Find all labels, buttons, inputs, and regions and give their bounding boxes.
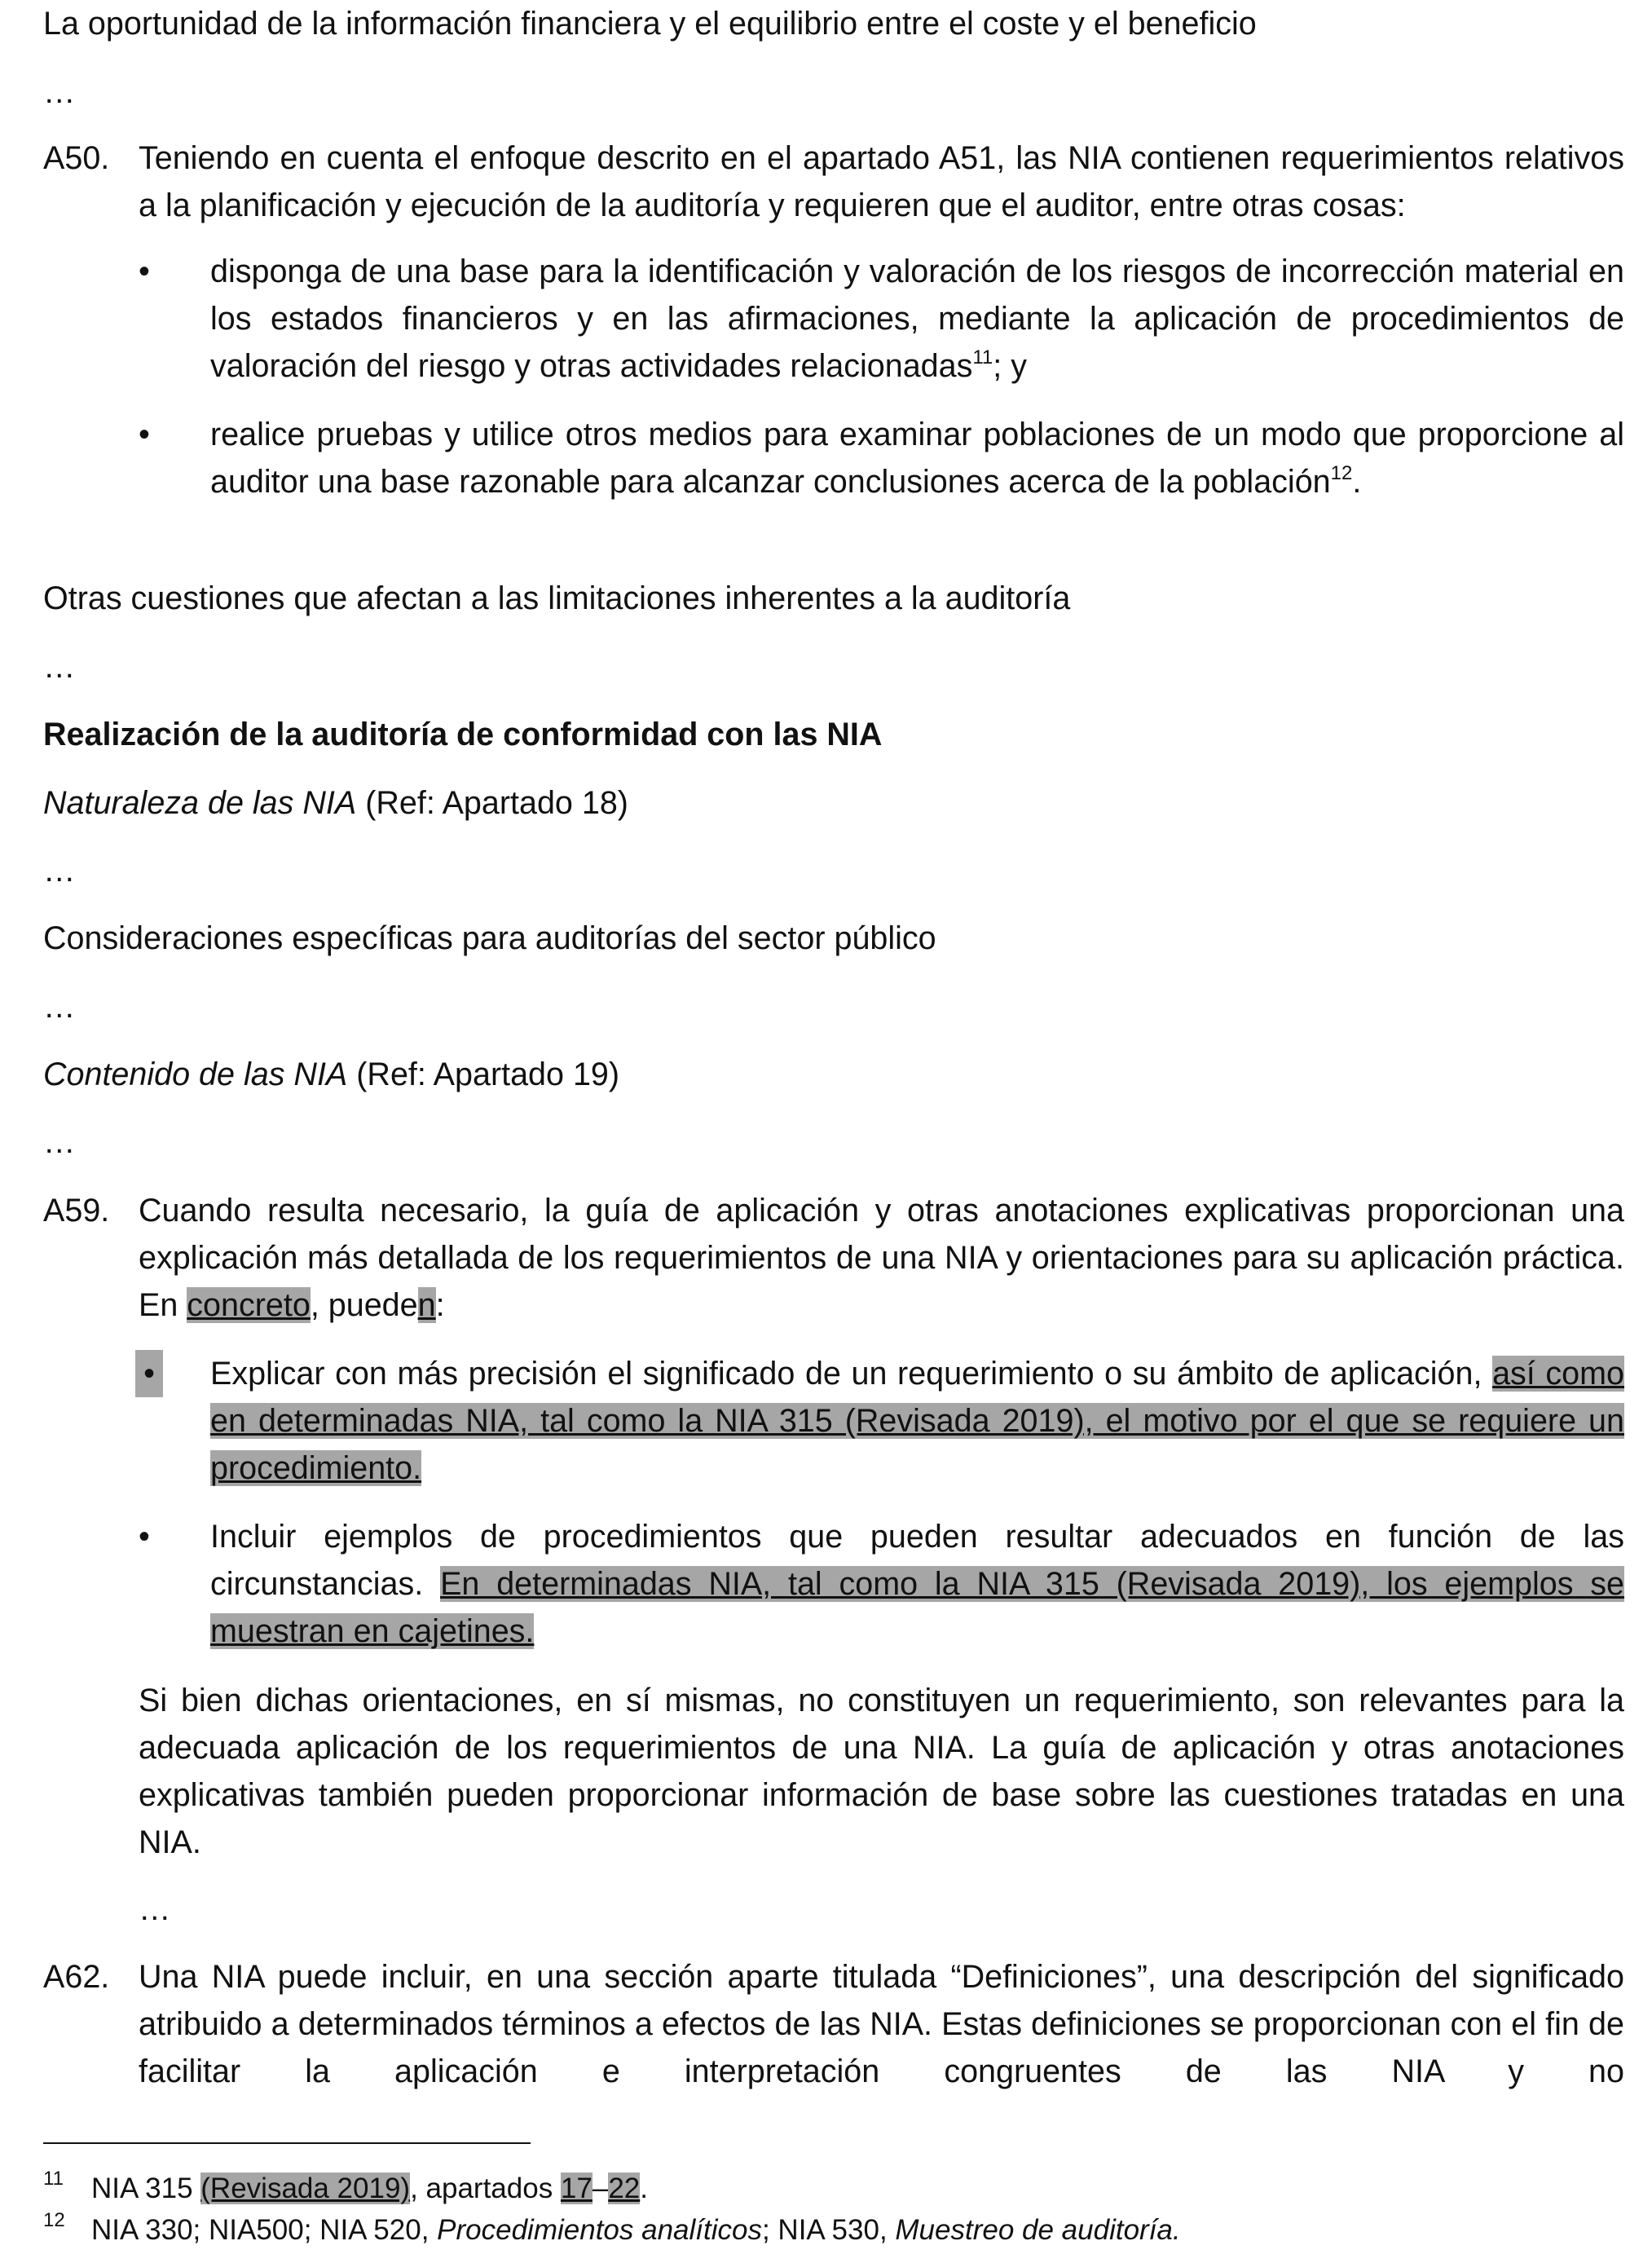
bullet-marker: • — [139, 1519, 150, 1555]
footnote-number-12: 12 — [43, 2209, 65, 2231]
section-heading-realizacion: Realización de la auditoría de conformidad con las NIA — [43, 717, 883, 752]
bullet-marker: • — [135, 1350, 163, 1397]
tracked-change: En determinadas NIA, tal como la NIA 315 (Revisada 2019), los ejemplos se muestran en cajetines. — [210, 1566, 1625, 1649]
subheading-ref: (Ref: Apartado 18) — [356, 785, 628, 821]
ellipsis: … — [43, 989, 76, 1025]
subheading-italic: Contenido de las NIA — [43, 1057, 348, 1092]
bullet-text: disponga de una base para la identificación y valoración de los riesgos de incorrección material en los estados financieros y en las afirmaciones, mediante la aplicación de procedimientos de valoración del riesgo y otras actividades relacionadas — [210, 254, 1624, 384]
a59-bullet-1 — [210, 1350, 1624, 1492]
a59-bullet-2 — [210, 1513, 1624, 1655]
footnote-text: – — [592, 2173, 609, 2204]
subheading-contenido — [43, 1051, 1624, 1098]
paragraph-number-a50: A50. — [43, 140, 110, 176]
paragraph-text: : — [435, 1287, 445, 1323]
ellipsis: … — [139, 1891, 171, 1927]
paragraph-number-a59: A59. — [43, 1193, 110, 1229]
paragraph-text: Cuando resulta necesario, la guía de aplicación y otras anotaciones explicativas proporcionan una explicación más detallada de los requerimientos de una NIA y orientaciones para su aplicación práctica. En — [139, 1193, 1624, 1323]
tracked-change: 17 — [560, 2173, 593, 2204]
footnote-ref[interactable]: 11 — [972, 346, 993, 368]
footnote-italic: Muestreo de auditoría. — [895, 2214, 1181, 2246]
paragraph-a59-closing: Si bien dichas orientaciones, en sí mismas, no constituyen un requerimiento, son relevantes para la adecuada aplicación de los requerimientos de una NIA. La guía de aplicación y otras anotaciones explicativas también pueden proporcionar información de base sobre las cuestiones tratadas en una NIA. — [139, 1683, 1624, 1860]
subheading-italic: Naturaleza de las NIA — [43, 785, 357, 821]
footnote-11 — [91, 2168, 1623, 2209]
footnote-12 — [91, 2210, 1623, 2251]
paragraph-text: , puede — [310, 1287, 418, 1323]
paragraph-a50: Teniendo en cuenta el enfoque descrito en el apartado A51, las NIA contienen requerimientos relativos a la planificación y ejecución de la auditoría y requieren que el auditor, entre otras cosas: — [139, 140, 1624, 223]
bullet-text: realice pruebas y utilice otros medios para examinar poblaciones de un modo que proporcione al auditor una base razonable para alcanzar conclusiones acerca de la población — [210, 417, 1624, 500]
ellipsis: … — [43, 649, 76, 685]
a50-bullet-2 — [210, 411, 1624, 505]
paragraph-a59 — [139, 1187, 1624, 1329]
footnote-text: NIA 330; NIA500; NIA 520, — [91, 2214, 438, 2246]
subheading-oportunidad: La oportunidad de la información financiera y el equilibrio entre el coste y el beneficio — [43, 6, 1257, 42]
paragraph-number-a62: A62. — [43, 1959, 110, 1995]
footnote-separator — [43, 2142, 531, 2144]
footnote-text: ; NIA 530, — [761, 2214, 896, 2246]
bullet-marker: • — [139, 417, 150, 452]
subheading-ref: (Ref: Apartado 19) — [347, 1057, 620, 1092]
footnote-italic: Procedimientos analíticos — [437, 2214, 762, 2246]
bullet-text-tail: . — [1352, 464, 1362, 500]
footnote-number-11: 11 — [43, 2168, 64, 2190]
ellipsis: … — [43, 74, 76, 110]
bullet-marker: • — [139, 254, 150, 289]
subheading-otras-cuestiones: Otras cuestiones que afectan a las limitaciones inherentes a la auditoría — [43, 580, 1071, 616]
bullet-text-tail: ; y — [993, 348, 1027, 384]
footnote-text: , apartados — [410, 2173, 561, 2204]
ellipsis: … — [43, 1124, 76, 1160]
subheading-consideraciones: Consideraciones específicas para auditorías del sector público — [43, 920, 936, 956]
paragraph-a62: Una NIA puede incluir, en una sección aparte titulada “Definiciones”, una descripción del significado atribuido a determinados términos a efectos de las NIA. Estas definiciones se proporcionan con el fin de facilitar la aplicación e interpretación congruentes de las NIA y no — [139, 1959, 1624, 2089]
bullet-text: Explicar con más precisión el significado de un requerimiento o su ámbito de aplicación, — [210, 1356, 1493, 1392]
a50-bullet-1 — [210, 248, 1624, 390]
bullet-text: Incluir ejemplos de procedimientos que pueden resultar adecuados en función de las circunstancias. — [210, 1519, 1624, 1602]
tracked-change: así como en determinadas NIA, tal como la NIA 315 (Revisada 2019), el motivo por el que se requiere un procedimiento. — [210, 1356, 1624, 1486]
subheading-naturaleza — [43, 779, 1624, 827]
footnote-text: NIA 315 — [91, 2173, 201, 2204]
ellipsis: … — [43, 853, 76, 889]
tracked-change: concreto — [187, 1287, 311, 1323]
footnote-ref[interactable]: 12 — [1330, 462, 1353, 484]
tracked-change: (Revisada 2019) — [200, 2173, 411, 2204]
tracked-change: n — [417, 1287, 436, 1323]
tracked-change: 22 — [608, 2173, 641, 2204]
footnote-text: . — [640, 2173, 648, 2204]
